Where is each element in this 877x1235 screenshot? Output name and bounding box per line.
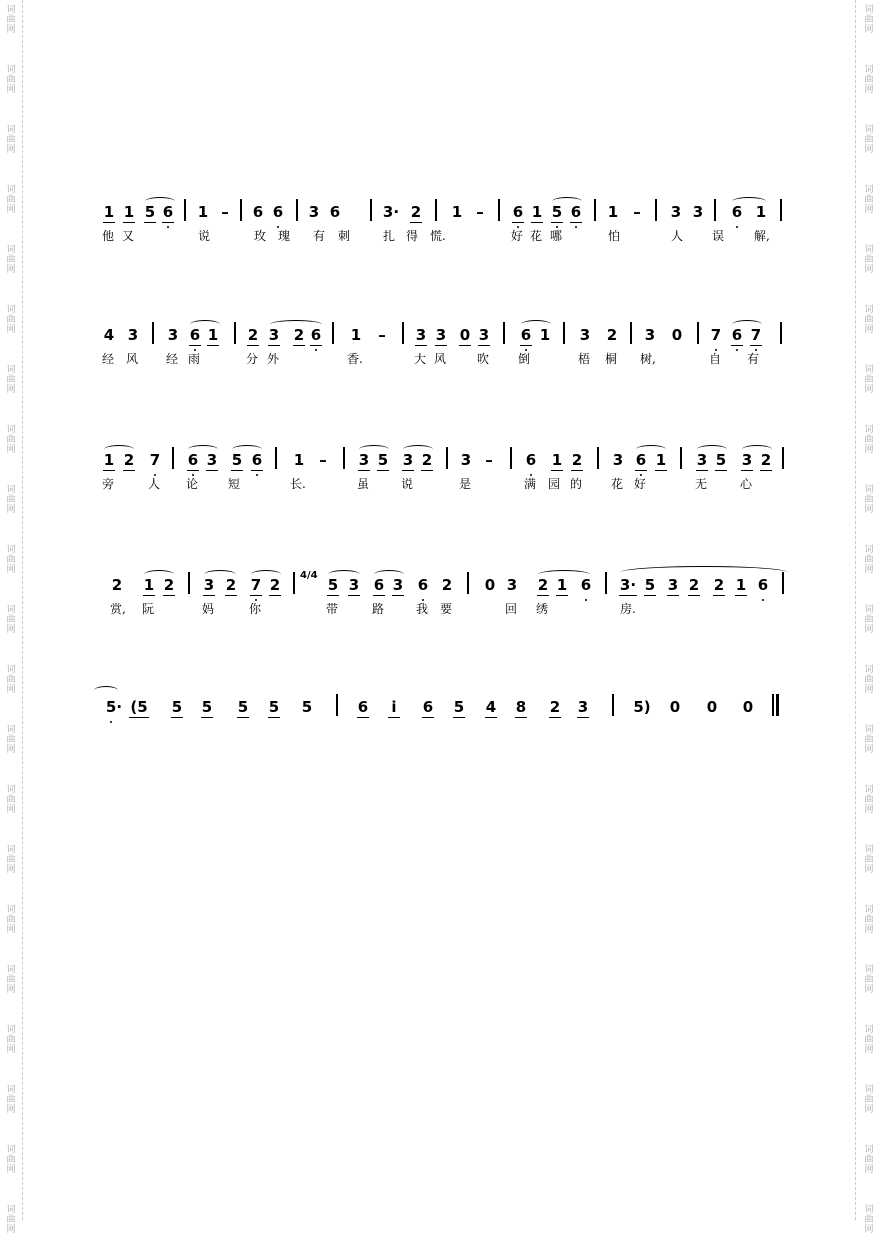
barline — [510, 447, 512, 469]
slur — [144, 570, 174, 579]
note: 8 — [515, 698, 527, 716]
lyric: 妈 — [202, 602, 215, 616]
lyric: 哪 — [550, 229, 563, 243]
note: 2 — [410, 203, 422, 221]
lyric: 绣 — [536, 602, 549, 616]
slur — [636, 445, 666, 454]
note: 3 — [696, 451, 708, 469]
note: 0 — [459, 326, 471, 344]
note: 5 — [453, 698, 465, 716]
watermark-text: 词 曲 网 — [6, 605, 16, 635]
lyric: 得 — [406, 229, 419, 243]
note: 5 — [551, 203, 563, 221]
watermark-text: 词 曲 网 — [864, 545, 874, 575]
score-system-4 — [100, 568, 790, 622]
lyric: 园 — [548, 477, 561, 491]
note: 5) — [633, 698, 651, 716]
note: 1 — [655, 451, 667, 469]
note: – — [633, 203, 641, 221]
note: 5· — [105, 698, 123, 716]
note: – — [378, 326, 386, 344]
watermark-text: 词 曲 网 — [864, 905, 874, 935]
watermark-text: 词 曲 网 — [864, 65, 874, 95]
note: 3 — [435, 326, 447, 344]
slur — [188, 445, 218, 454]
note: 1 — [197, 203, 209, 221]
notes-row-3 — [100, 443, 790, 473]
note: 7 — [750, 326, 762, 344]
note: 0 — [742, 698, 754, 716]
watermark-text: 词 曲 网 — [6, 545, 16, 575]
note: 3 — [167, 326, 179, 344]
barline — [234, 322, 236, 344]
note: 2 — [441, 576, 453, 594]
note: 1 — [103, 203, 115, 221]
lyrics-row-2 — [100, 348, 790, 372]
slur — [374, 570, 404, 579]
note: 6 — [417, 576, 429, 594]
lyric: 怕 — [608, 229, 621, 243]
barline — [240, 199, 242, 221]
note: 6 — [520, 326, 532, 344]
notes-row-4 — [100, 568, 790, 598]
lyric: 自 — [709, 352, 722, 366]
note: 2 — [269, 576, 281, 594]
slur — [538, 570, 590, 579]
barline — [188, 572, 190, 594]
note: 4 — [103, 326, 115, 344]
note: 6 — [189, 326, 201, 344]
score-system-1 — [100, 195, 790, 249]
watermark-text: 词 曲 网 — [864, 485, 874, 515]
watermark-text: 词 曲 网 — [6, 665, 16, 695]
slur — [732, 320, 762, 329]
note: – — [319, 451, 327, 469]
score-system-3 — [100, 443, 790, 497]
lyric: 玫 — [254, 229, 267, 243]
watermark-text: 词 曲 网 — [864, 185, 874, 215]
lyric: 风 — [434, 352, 447, 366]
note: 1 — [556, 576, 568, 594]
note: 3 — [268, 326, 280, 344]
note: 3 — [667, 576, 679, 594]
lyric: 经 — [166, 352, 179, 366]
note: – — [221, 203, 229, 221]
watermark-text: 词 曲 网 — [6, 365, 16, 395]
note: 1 — [350, 326, 362, 344]
note: 5 — [644, 576, 656, 594]
note: 5 — [201, 698, 213, 716]
note: 3 — [460, 451, 472, 469]
note: 3 — [392, 576, 404, 594]
note: 2 — [421, 451, 433, 469]
barline — [332, 322, 334, 344]
barline — [152, 322, 154, 344]
watermark-text: 词 曲 网 — [864, 665, 874, 695]
barline — [336, 694, 338, 716]
barline — [597, 447, 599, 469]
watermark-text: 词 曲 网 — [6, 1025, 16, 1055]
note: 5 — [301, 698, 313, 716]
slur — [620, 566, 788, 579]
barline — [402, 322, 404, 344]
lyric: 分 — [246, 352, 259, 366]
watermark-text: 词 曲 网 — [6, 905, 16, 935]
note: 0 — [669, 698, 681, 716]
watermark-text: 词 曲 网 — [864, 1145, 874, 1175]
note: 2 — [713, 576, 725, 594]
note: 6 — [422, 698, 434, 716]
lyric: 回 — [505, 602, 518, 616]
barline — [563, 322, 565, 344]
slur — [328, 570, 360, 579]
lyric: 房. — [620, 602, 636, 616]
note: 4 — [485, 698, 497, 716]
note: 6 — [329, 203, 341, 221]
note: 1 — [451, 203, 463, 221]
lyric: 花 — [611, 477, 624, 491]
watermark-text: 词 曲 网 — [6, 1085, 16, 1115]
watermark-text: 词 曲 网 — [864, 605, 874, 635]
lyric: 经 — [102, 352, 115, 366]
lyric: 大 — [414, 352, 427, 366]
note: 3 — [308, 203, 320, 221]
watermark-text: 词 曲 网 — [864, 1085, 874, 1115]
barline — [172, 447, 174, 469]
note: 3 — [579, 326, 591, 344]
watermark-text: 词 曲 网 — [6, 5, 16, 35]
watermark-text: 词 曲 网 — [6, 125, 16, 155]
note: 6 — [373, 576, 385, 594]
watermark-text: 词 曲 网 — [6, 845, 16, 875]
note: 7 — [149, 451, 161, 469]
note: 6 — [757, 576, 769, 594]
barline — [782, 572, 784, 594]
watermark-text: 词 曲 网 — [6, 725, 16, 755]
lyrics-row-3 — [100, 473, 790, 497]
lyric: 吹 — [477, 352, 490, 366]
note: 2 — [537, 576, 549, 594]
barline — [630, 322, 632, 344]
note: 6 — [252, 203, 264, 221]
lyric: 短 — [228, 477, 241, 491]
note: 5 — [327, 576, 339, 594]
watermark-text: 词 曲 网 — [864, 305, 874, 335]
note: 1 — [755, 203, 767, 221]
slur — [270, 320, 322, 329]
note: 2 — [111, 576, 123, 594]
slur — [403, 445, 433, 454]
slur — [697, 445, 727, 454]
note: 5 — [237, 698, 249, 716]
watermark-text: 词 曲 网 — [6, 305, 16, 335]
note: 3 — [692, 203, 704, 221]
slur — [232, 445, 262, 454]
lyric: 说 — [401, 477, 414, 491]
barline — [467, 572, 469, 594]
note: (5 — [128, 698, 150, 716]
lyric: 满 — [524, 477, 537, 491]
slur — [204, 570, 236, 579]
note: 5 — [377, 451, 389, 469]
note: 0 — [706, 698, 718, 716]
slur — [94, 686, 118, 695]
note: 3 — [478, 326, 490, 344]
note: 6 — [187, 451, 199, 469]
watermark-text: 词 曲 网 — [864, 5, 874, 35]
note: 3 — [506, 576, 518, 594]
lyric: 虽 — [357, 477, 370, 491]
watermark-text: 词 曲 网 — [6, 1145, 16, 1175]
note: 7 — [250, 576, 262, 594]
note: 3 — [402, 451, 414, 469]
watermark-text: 词 曲 网 — [864, 1205, 874, 1235]
lyric: 树, — [640, 352, 656, 366]
note: 6 — [731, 203, 743, 221]
lyric: 阮 — [142, 602, 155, 616]
barline — [612, 694, 614, 716]
lyric: 误 — [712, 229, 725, 243]
lyric: 好 — [634, 477, 647, 491]
lyric: 扎 — [383, 229, 396, 243]
final-barline — [772, 694, 774, 716]
watermark-text: 词 曲 网 — [864, 725, 874, 755]
note: 6 — [251, 451, 263, 469]
lyric: 赏, — [110, 602, 126, 616]
note: 1 — [531, 203, 543, 221]
barline — [594, 199, 596, 221]
lyric: 瑰 — [278, 229, 291, 243]
note: 3· — [619, 576, 637, 594]
note: – — [476, 203, 484, 221]
note: 2 — [606, 326, 618, 344]
note: 2 — [247, 326, 259, 344]
lyric: 他 — [102, 229, 115, 243]
note: – — [485, 451, 493, 469]
lyric: 好 — [511, 229, 524, 243]
note: 3 — [741, 451, 753, 469]
note: 2 — [688, 576, 700, 594]
watermark-text: 词 曲 网 — [864, 965, 874, 995]
note: 2 — [225, 576, 237, 594]
lyric: 慌. — [430, 229, 446, 243]
note: 3 — [203, 576, 215, 594]
barline — [184, 199, 186, 221]
watermark-text: 词 曲 网 — [864, 785, 874, 815]
note: 1 — [735, 576, 747, 594]
lyric: 雨 — [188, 352, 201, 366]
lyric: 风 — [126, 352, 139, 366]
barline — [714, 199, 716, 221]
barline — [343, 447, 345, 469]
watermark-text: 词 曲 网 — [6, 425, 16, 455]
note: 6 — [731, 326, 743, 344]
note: 3 — [358, 451, 370, 469]
watermark-text: 词 曲 网 — [864, 245, 874, 275]
lyric: 长. — [290, 477, 306, 491]
note: 1 — [207, 326, 219, 344]
lyric: 桐 — [605, 352, 618, 366]
barline — [680, 447, 682, 469]
lyric: 刺 — [338, 229, 351, 243]
note: 3 — [206, 451, 218, 469]
note: 5 — [171, 698, 183, 716]
lyric: 梧 — [578, 352, 591, 366]
lyric: 外 — [267, 352, 280, 366]
watermark-text: 词 曲 网 — [6, 185, 16, 215]
note: 6 — [580, 576, 592, 594]
barline — [293, 572, 295, 594]
barline — [782, 447, 784, 469]
lyric: 又 — [122, 229, 135, 243]
lyric: 要 — [440, 602, 453, 616]
lyrics-row-4 — [100, 598, 790, 622]
note: 1 — [103, 451, 115, 469]
lyric: 的 — [570, 477, 583, 491]
slur — [732, 197, 766, 206]
barline — [435, 199, 437, 221]
lyric: 人 — [671, 229, 684, 243]
watermark-text: 词 曲 网 — [6, 1205, 16, 1235]
note: 2 — [760, 451, 772, 469]
lyric: 倒 — [518, 352, 531, 366]
lyric: 心 — [740, 477, 753, 491]
slur — [145, 197, 175, 206]
note: 3· — [382, 203, 400, 221]
note: 6 — [635, 451, 647, 469]
lyric: 香. — [347, 352, 363, 366]
note: 6 — [310, 326, 322, 344]
note: 2 — [293, 326, 305, 344]
note: 5 — [231, 451, 243, 469]
slur — [104, 445, 134, 454]
lyric: 花 — [530, 229, 543, 243]
note: 3 — [612, 451, 624, 469]
lyric: 路 — [372, 602, 385, 616]
notes-row-2 — [100, 318, 790, 348]
lyric: 无 — [695, 477, 708, 491]
notes-row-1 — [100, 195, 790, 225]
note: 2 — [549, 698, 561, 716]
slur — [742, 445, 772, 454]
note: 0 — [484, 576, 496, 594]
note: 3 — [644, 326, 656, 344]
watermark-text: 词 曲 网 — [864, 845, 874, 875]
score-system-2 — [100, 318, 790, 372]
lyric: 有 — [313, 229, 326, 243]
notes-row-5 — [100, 690, 790, 720]
slur — [359, 445, 389, 454]
slur — [521, 320, 551, 329]
note: 3 — [670, 203, 682, 221]
lyric: 有 — [747, 352, 760, 366]
note: 6 — [357, 698, 369, 716]
lyric: 人 — [148, 477, 161, 491]
watermark-text: 词 曲 网 — [864, 425, 874, 455]
slur — [190, 320, 220, 329]
barline — [503, 322, 505, 344]
note: 1 — [143, 576, 155, 594]
barline — [498, 199, 500, 221]
watermark-text: 词 曲 网 — [864, 125, 874, 155]
barline — [296, 199, 298, 221]
watermark-text: 词 曲 网 — [6, 65, 16, 95]
lyrics-row-1 — [100, 225, 790, 249]
lyric: 旁 — [102, 477, 115, 491]
slur — [552, 197, 582, 206]
slur — [251, 570, 281, 579]
note: 1 — [551, 451, 563, 469]
lyric: 解, — [754, 229, 770, 243]
lyric: 我 — [416, 602, 429, 616]
watermark-text: 词 曲 网 — [6, 965, 16, 995]
score-system-5 — [100, 690, 790, 720]
note: 2 — [163, 576, 175, 594]
note: 3 — [415, 326, 427, 344]
note: 6 — [272, 203, 284, 221]
note: 5 — [144, 203, 156, 221]
lyric: 是 — [459, 477, 472, 491]
lyric: 说 — [198, 229, 211, 243]
lyric: 带 — [326, 602, 339, 616]
barline — [655, 199, 657, 221]
note: 3 — [348, 576, 360, 594]
note: 6 — [570, 203, 582, 221]
note: 1 — [293, 451, 305, 469]
note: i — [387, 698, 401, 716]
watermark-text: 词 曲 网 — [864, 1025, 874, 1055]
note: 2 — [571, 451, 583, 469]
barline — [697, 322, 699, 344]
note: 5 — [268, 698, 280, 716]
note: 5 — [715, 451, 727, 469]
note: 1 — [539, 326, 551, 344]
barline — [275, 447, 277, 469]
time-signature: 4/4 — [300, 570, 318, 581]
note: 1 — [123, 203, 135, 221]
lyric: 论 — [186, 477, 199, 491]
note: 0 — [671, 326, 683, 344]
barline — [780, 322, 782, 344]
note: 6 — [162, 203, 174, 221]
note: 7 — [710, 326, 722, 344]
note: 6 — [525, 451, 537, 469]
barline — [780, 199, 782, 221]
watermark-text: 词 曲 网 — [864, 365, 874, 395]
note: 6 — [512, 203, 524, 221]
watermark-text: 词 曲 网 — [6, 785, 16, 815]
note: 3 — [127, 326, 139, 344]
watermark-text: 词 曲 网 — [6, 245, 16, 275]
barline — [446, 447, 448, 469]
note: 3 — [577, 698, 589, 716]
note: 2 — [123, 451, 135, 469]
barline — [370, 199, 372, 221]
barline — [605, 572, 607, 594]
note: 1 — [607, 203, 619, 221]
watermark-text: 词 曲 网 — [6, 485, 16, 515]
lyric: 你 — [249, 602, 262, 616]
